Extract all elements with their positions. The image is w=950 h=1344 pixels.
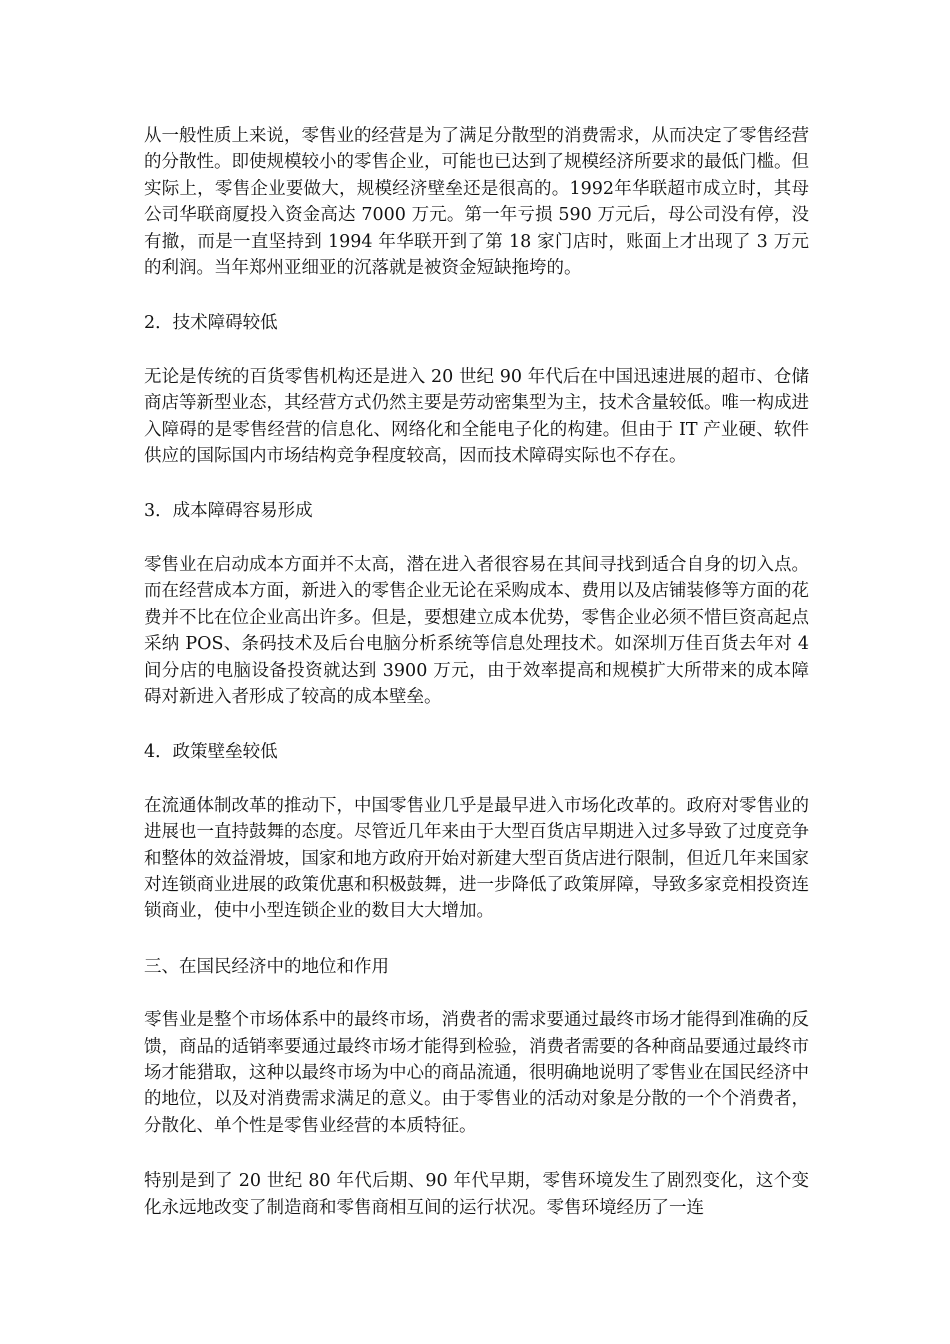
paragraph-scale-economy: 从一般性质上来说，零售业的经营是为了满足分散型的消费需求，从而决定了零售经营的分散性。即使规模较小的零售企业，可能也已达到了规模经济所要求的最低门槛。但实际上，零售企业要做大，规模经济壁垒还是很高的。1992年华联超市成立时，其母公司华联商厦投入资金高达 7000 万元。第一年亏损 590 万元后，母公司没有停，没有撤，而是一直坚持到 1994 年华联开到了第 18 家门店时，账面上才出现了 3 万元的利润。当年郑州亚细亚的沉落就是被资金短缺拖垮的。 <box>144 126 809 279</box>
paragraph-retail-environment: 特别是到了 20 世纪 80 年代后期、90 年代早期，零售环境发生了剧烈变化，这个变化永远地改变了制造商和零售商相互间的运行状况。零售环境经历了一连 <box>144 1171 809 1218</box>
paragraph-technology-barrier: 无论是传统的百货零售机构还是进入 20 世纪 90 年代后在中国迅速进展的超市、仓储商店等新型业态，其经营方式仍然主要是劳动密集型为主，技术含量较低。唯一构成进入障碍的是零售经营的信息化、网络化和全能电子化的构建。但由于 IT 产业硬、软件供应的国际国内市场结构竞争程度较高，因而技术障碍实际也不存在。 <box>144 366 809 467</box>
paragraph-cost-barrier: 零售业在启动成本方面并不太高，潜在进入者很容易在其间寻找到适合自身的切入点。而在经营成本方面，新进入的零售企业无论在采购成本、费用以及店铺装修等方面的花费并不比在位企业高出许多。但是，要想建立成本优势，零售企业必须不惜巨资高起点采纳 POS、条码技术及后台电脑分析系统等信息处理技术。如深圳万佳百货去年对 4 间分店的电脑设备投资就达到 3900 万元，由于效率提高和规模扩大所带来的成本障碍对新进入者形成了较高的成本壁垒。 <box>144 554 809 707</box>
heading-technology-barrier: 2．技术障碍较低 <box>144 313 278 334</box>
paragraph-final-market: 零售业是整个市场体系中的最终市场，消费者的需求要通过最终市场才能得到准确的反馈，商品的适销率要通过最终市场才能得到检验，消费者需要的各种商品要通过最终市场才能猎取，这种以最终市场为中心的商品流通，很明确地说明了零售业在国民经济中的地位，以及对消费需求满足的意义。由于零售业的活动对象是分散的一个个消费者，分散化、单个性是零售业经营的本质特征。 <box>144 1010 809 1136</box>
heading-economic-role: 三、在国民经济中的地位和作用 <box>144 956 389 977</box>
heading-policy-barrier: 4．政策壁垒较低 <box>144 742 278 763</box>
paragraph-policy-barrier: 在流通体制改革的推动下，中国零售业几乎是最早进入市场化改革的。政府对零售业的进展也一直持鼓舞的态度。尽管近几年来由于大型百货店早期进入过多导致了过度竞争和整体的效益滑坡，国家和地方政府开始对新建大型百货店进行限制，但近几年来国家对连锁商业进展的政策优惠和积极鼓舞，进一步降低了政策屏障，导致多家竞相投资连锁商业，使中小型连锁企业的数目大大增加。 <box>144 795 809 922</box>
document-page <box>144 123 809 1221</box>
heading-cost-barrier: 3．成本障碍容易形成 <box>144 501 313 522</box>
